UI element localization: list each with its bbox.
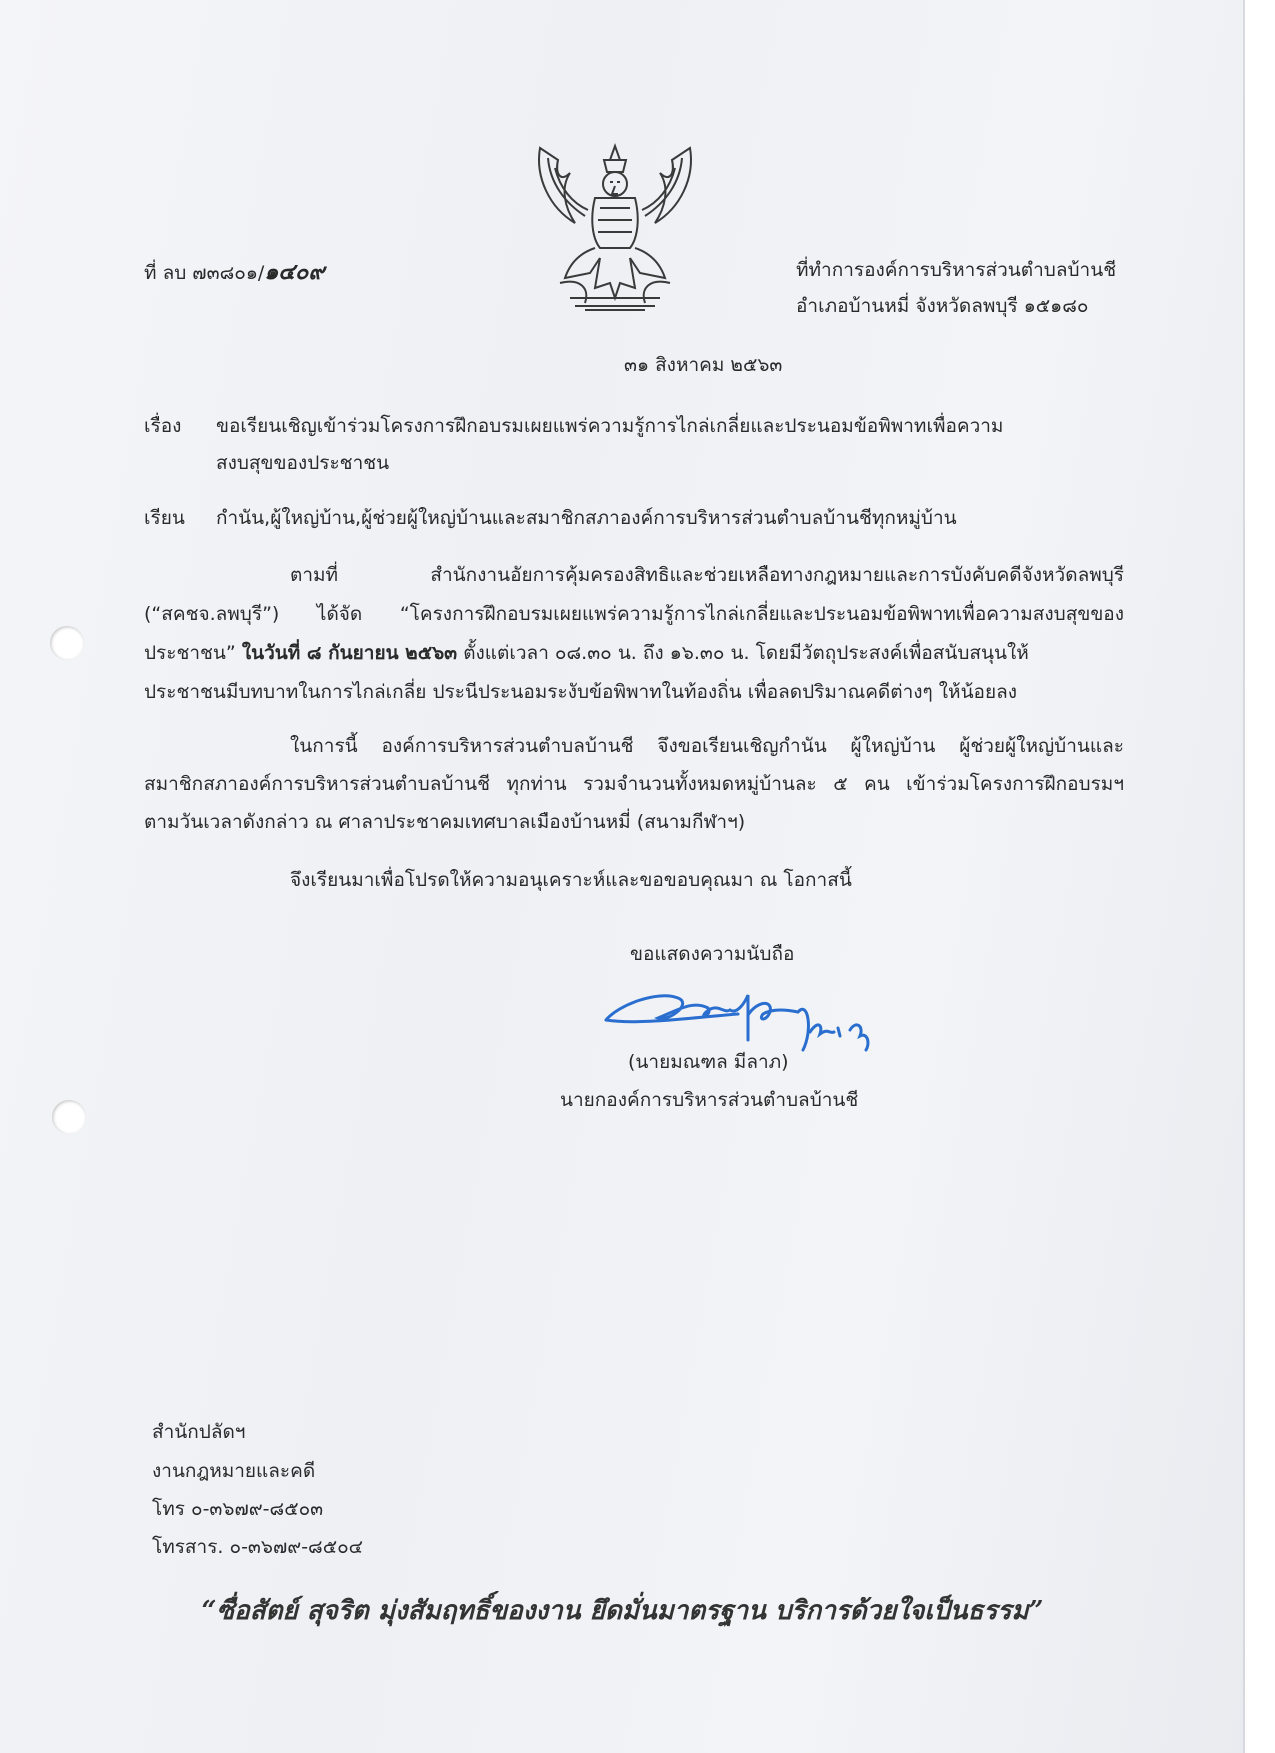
subject-line2: สงบสุขของประชาชน: [216, 452, 390, 474]
subject-label: เรื่อง: [144, 415, 182, 437]
para2-line3: ตามวันเวลาดังกล่าว ณ ศาลาประชาคมเทศบาลเมืองบ้านหมี่ (สนามกีฬาฯ): [144, 811, 746, 833]
para2-line2: สมาชิกสภาองค์การบริหารส่วนตำบลบ้านชี ทุกท่าน รวมจำนวนทั้งหมดหมู่บ้านละ ๕ คน เข้าร่วมโครงการฝึกอบรมฯ: [144, 773, 1124, 795]
para2-line1: ในการนี้ องค์การบริหารส่วนตำบลบ้านชี จึงขอเรียนเชิญกำนัน ผู้ใหญ่บ้าน ผู้ช่วยผู้ใหญ่บ้านและ: [290, 735, 1124, 757]
reference-prefix: ที่ ลบ ๗๓๘๐๑/: [144, 262, 265, 284]
letter-date: ๓๑ สิงหาคม ๒๕๖๓: [624, 354, 783, 376]
office-address-line1: ที่ทำการองค์การบริหารส่วนตำบลบ้านชี: [796, 259, 1117, 281]
subject-line1: ขอเรียนเชิญเข้าร่วมโครงการฝึกอบรมเผยแพร่ความรู้การไกล่เกลี่ยและประนอมข้อพิพาทเพื่อความ: [216, 415, 1004, 437]
footer-telephone: โทร ๐-๓๖๗๙-๘๕๐๓: [152, 1498, 324, 1520]
para1-line4: ประชาชนมีบทบาทในการไกล่เกลี่ย ประนีประนอมระงับข้อพิพาทในท้องถิ่น เพื่อลดปริมาณคดีต่างๆ ให้น้อยลง: [144, 681, 1018, 703]
reference-number: [144, 261, 324, 285]
punch-hole-icon: [50, 626, 84, 660]
recipient-text: กำนัน,ผู้ใหญ่บ้าน,ผู้ช่วยผู้ใหญ่บ้านและสมาชิกสภาองค์การบริหารส่วนตำบลบ้านชีทุกหมู่บ้าน: [216, 507, 957, 529]
salutation: ขอแสดงความนับถือ: [630, 943, 795, 965]
footer-fax: โทรสาร. ๐-๓๖๗๙-๘๕๐๔: [152, 1536, 364, 1558]
closing-line: จึงเรียนมาเพื่อโปรดให้ความอนุเคราะห์และขอขอบคุณมา ณ โอกาสนี้: [290, 869, 852, 891]
office-address-line2: อำเภอบ้านหมี่ จังหวัดลพบุรี ๑๕๑๘๐: [796, 295, 1089, 317]
punch-hole-icon: [52, 1100, 86, 1134]
recipient-label: เรียน: [144, 507, 185, 529]
signer-position: นายกองค์การบริหารส่วนตำบลบ้านชี: [560, 1089, 859, 1111]
scan-margin: [1245, 0, 1275, 1753]
footer-department: สำนักปลัดฯ: [152, 1421, 246, 1443]
reference-handwritten-number: ๑๔๐๙: [264, 260, 325, 285]
signer-name: (นายมณฑล มีลาภ): [628, 1051, 789, 1073]
garuda-emblem-icon: [530, 138, 700, 316]
event-date: ในวันที่ ๘ กันยายน ๒๕๖๓: [241, 642, 458, 664]
para1-line3: [144, 641, 1029, 665]
para1-line2: (“สคชจ.ลพบุรี”) ได้จัด “โครงการฝึกอบรมเผยแพร่ความรู้การไกล่เกลี่ยและประนอมข้อพิพาทเพื่อความสงบสุขของ: [144, 603, 1124, 625]
footer-section: งานกฎหมายและคดี: [152, 1460, 316, 1482]
para1-line3-end: ตั้งแต่เวลา ๐๘.๓๐ น. ถึง ๑๖.๓๐ น. โดยมีวัตถุประสงค์เพื่อสนับสนุนให้: [463, 642, 1029, 664]
para1-line1: ตามที่ สำนักงานอัยการคุ้มครองสิทธิและช่วยเหลือทางกฎหมายและการบังคับคดีจังหวัดลพบุรี: [290, 564, 1124, 586]
organization-motto: “ซื่อสัตย์ สุจริต มุ่งสัมฤทธิ์ของงาน ยึดมั่นมาตรฐาน บริการด้วยใจเป็นธรรม”: [201, 1596, 1044, 1626]
para1-line3-start: ประชาชน”: [144, 642, 236, 664]
